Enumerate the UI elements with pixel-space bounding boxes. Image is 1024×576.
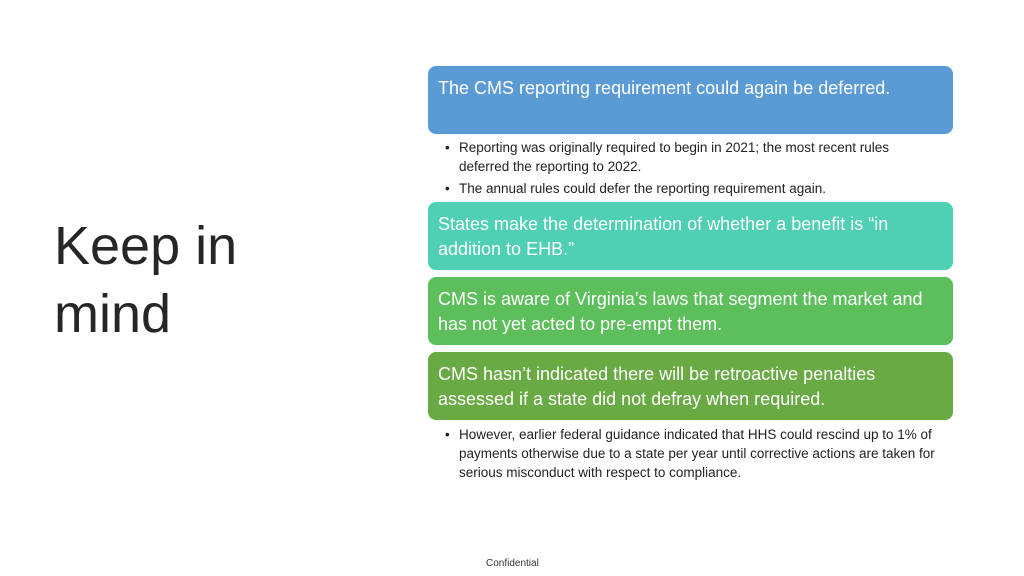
point-box-state-determination [428,202,953,270]
bullet-item: • Reporting was originally required to begin in 2021; the most recent rules deferred the reporting to 2022. [445,140,889,174]
bullet-item: • However, earlier federal guidance indicated that HHS could rescind up to 1% of payments otherwise due to a state per year until corrective actions are taken for serious misconduct with respect to compliance. [445,427,935,480]
point-box-virginia-laws [428,277,953,345]
bullet-item: • The annual rules could defer the reporting requirement again. [445,181,826,196]
point-box-retroactive-penalties [428,352,953,420]
point-box-text: CMS hasn’t indicated there will be retroactive penalties assessed if a state did not defray when required. [438,364,876,409]
penalties-bullet-list [442,425,942,485]
bullet-dot-icon: • [445,140,450,155]
point-box-text: CMS is aware of Virginia’s laws that segment the market and has not yet acted to pre-empt them. [438,289,923,334]
bullet-dot-icon: • [445,181,450,196]
point-box-text: States make the determination of whether a benefit is “in addition to EHB.” [438,214,889,259]
point-box-text: The CMS reporting requirement could again be deferred. [438,78,891,98]
bullet-dot-icon: • [445,427,450,442]
confidential-footer: Confidential [486,558,539,569]
slide-title: Keep in mind [54,216,238,344]
reporting-bullet-list [442,138,942,201]
point-box-reporting-deferral [428,66,953,134]
